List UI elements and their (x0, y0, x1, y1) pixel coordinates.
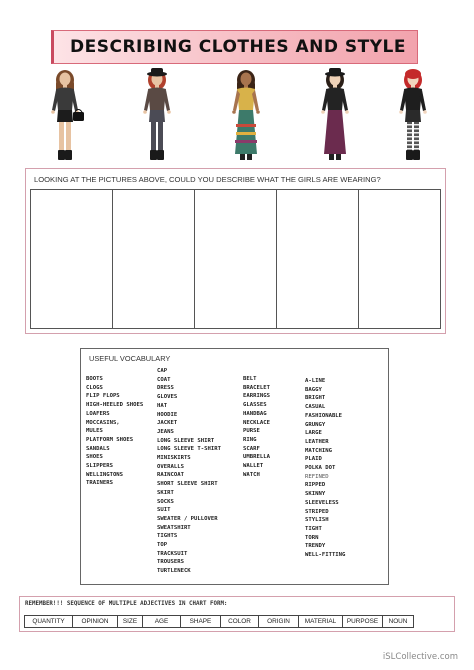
vocab-word: BAGGY (305, 386, 322, 393)
order-cell-purpose: PURPOSE (343, 616, 383, 627)
vocab-word: MULES (86, 428, 103, 435)
vocab-word: BOOTS (86, 376, 103, 382)
vocab-column-clothes (157, 367, 221, 576)
vocab-word: MINISKIRTS (157, 455, 191, 462)
girl-figure-3 (221, 66, 271, 162)
vocab-word: TIGHTS (157, 533, 178, 540)
girl-5-image (388, 66, 438, 162)
vocab-word: FLIP FLOPS (86, 393, 120, 400)
vocab-word: SOCKS (157, 498, 174, 505)
vocab-word: TIGHT (305, 525, 322, 532)
answer-cell-3[interactable] (195, 190, 277, 328)
vocab-word: SHOES (86, 454, 103, 461)
vocab-word: HOODIE (157, 411, 178, 418)
figures-row (38, 66, 438, 162)
vocab-word: NECKLACE (243, 419, 270, 426)
girl-3-image (221, 66, 271, 162)
vocab-word: LONG SLEEVE SHIRT (157, 437, 215, 444)
vocab-word: SUIT (157, 507, 171, 514)
vocab-column-accessories (243, 375, 270, 479)
order-cell-origin: ORIGIN (259, 616, 299, 627)
vocab-word: COAT (157, 376, 171, 383)
vocab-word: STYLISH (305, 517, 329, 524)
answer-cell-5[interactable] (359, 190, 440, 328)
vocab-word: WALLET (243, 463, 264, 470)
girl-2-image (132, 66, 182, 162)
vocab-word: GRUNGY (305, 421, 326, 428)
vocab-word: MOCCASINS, (86, 419, 120, 426)
vocab-word: BRACELET (243, 384, 270, 391)
vocab-word: CASUAL (305, 404, 326, 411)
vocab-word: SWEATSHIRT (157, 524, 191, 531)
vocabulary-title: USEFUL VOCABULARY (89, 354, 171, 363)
girl-figure-1 (40, 66, 90, 162)
adjective-order-table (24, 615, 414, 628)
vocab-word: STRIPED (305, 508, 329, 515)
vocab-word: BELT (243, 376, 257, 382)
order-cell-noun: NOUN (383, 616, 413, 627)
vocab-word: REFINED (305, 473, 329, 480)
question-box (25, 168, 446, 334)
vocab-word: SANDALS (86, 445, 110, 452)
vocab-word: WELLINGTONS (86, 471, 124, 478)
vocab-word: SLIPPERS (86, 463, 113, 470)
vocab-word: SWEATER / PULLOVER (157, 515, 218, 522)
answer-cell-2[interactable] (113, 190, 195, 328)
vocab-word: SHORT SLEEVE SHIRT (157, 481, 218, 488)
order-cell-quantity: QUANTITY (25, 616, 73, 627)
vocab-word: RAINCOAT (157, 472, 184, 479)
girl-figure-5 (388, 66, 438, 162)
vocab-word: POLKA DOT (305, 465, 336, 472)
order-cell-age: AGE (143, 616, 181, 627)
vocab-word: TRAINERS (86, 480, 113, 487)
vocab-word: LEATHER (305, 438, 329, 445)
order-cell-opinion: OPINION (73, 616, 118, 627)
vocab-word: JACKET (157, 420, 178, 427)
vocab-word: RIPPED (305, 482, 326, 489)
vocab-word: A-LINE (305, 378, 326, 384)
vocab-word: SLEEVELESS (305, 499, 339, 506)
vocab-word: GLASSES (243, 402, 267, 409)
vocab-word: TRENDY (305, 543, 326, 550)
vocabulary-box (80, 348, 389, 585)
vocab-word: RING (243, 436, 257, 443)
vocab-word: HAT (157, 402, 168, 409)
vocab-word: MATCHING (305, 447, 332, 454)
vocab-word: OVERALLS (157, 463, 184, 470)
girl-4-image (310, 66, 360, 162)
order-cell-shape: SHAPE (181, 616, 221, 627)
answer-cell-1[interactable] (31, 190, 113, 328)
vocab-word: CAP (157, 368, 168, 374)
vocab-word: LOAFERS (86, 410, 110, 417)
vocab-word: JEANS (157, 428, 174, 435)
order-cell-size: SIZE (118, 616, 143, 627)
order-cell-color: COLOR (221, 616, 259, 627)
vocab-word: SKIRT (157, 489, 174, 496)
vocab-word: SKINNY (305, 491, 326, 498)
vocab-word: FASHIONABLE (305, 412, 343, 419)
vocab-word: LARGE (305, 430, 322, 437)
vocab-word: TURTLENECK (157, 568, 191, 575)
vocab-word: PLAID (305, 456, 322, 463)
vocab-word: BRIGHT (305, 395, 326, 402)
remember-text: REMEMBER!!! SEQUENCE OF MULTIPLE ADJECTIVES IN CHART FORM: (25, 601, 228, 607)
vocab-word: UMBRELLA (243, 454, 270, 461)
vocab-word: TORN (305, 534, 319, 541)
vocab-word: DRESS (157, 385, 174, 392)
vocab-word: SCARF (243, 445, 260, 452)
page-title: DESCRIBING CLOTHES AND STYLE (70, 37, 407, 57)
vocab-word: GLOVES (157, 394, 178, 401)
vocab-word: CLOGS (86, 384, 103, 391)
vocab-word: WATCH (243, 471, 260, 478)
vocab-word: WELL-FITTING (305, 552, 346, 559)
vocab-word: PLATFORM SHOES (86, 436, 134, 443)
girl-figure-4 (310, 66, 360, 162)
question-text: LOOKING AT THE PICTURES ABOVE, COULD YOU DESCRIBE WHAT THE GIRLS ARE WEARING? (34, 175, 381, 184)
vocab-word: LONG SLEEVE T-SHIRT (157, 446, 221, 453)
girl-figure-2 (132, 66, 182, 162)
vocab-word: HIGH-HEELED SHOES (86, 402, 144, 409)
vocab-word: EARRINGS (243, 393, 270, 400)
order-cell-material: MATERIAL (299, 616, 343, 627)
vocab-word: HANDBAG (243, 410, 267, 417)
vocab-column-adjectives (305, 377, 345, 560)
watermark: iSLCollective.com (382, 652, 458, 662)
vocab-word: PURSE (243, 428, 260, 435)
remember-box (19, 596, 455, 632)
answer-cell-4[interactable] (277, 190, 359, 328)
vocab-word: TOP (157, 542, 168, 549)
answer-grid (30, 189, 441, 329)
girl-1-image (40, 66, 90, 162)
vocab-word: TRACKSUIT (157, 550, 188, 557)
title-banner (51, 30, 418, 64)
vocab-column-shoes (86, 375, 143, 488)
vocab-word: TROUSERS (157, 559, 184, 566)
